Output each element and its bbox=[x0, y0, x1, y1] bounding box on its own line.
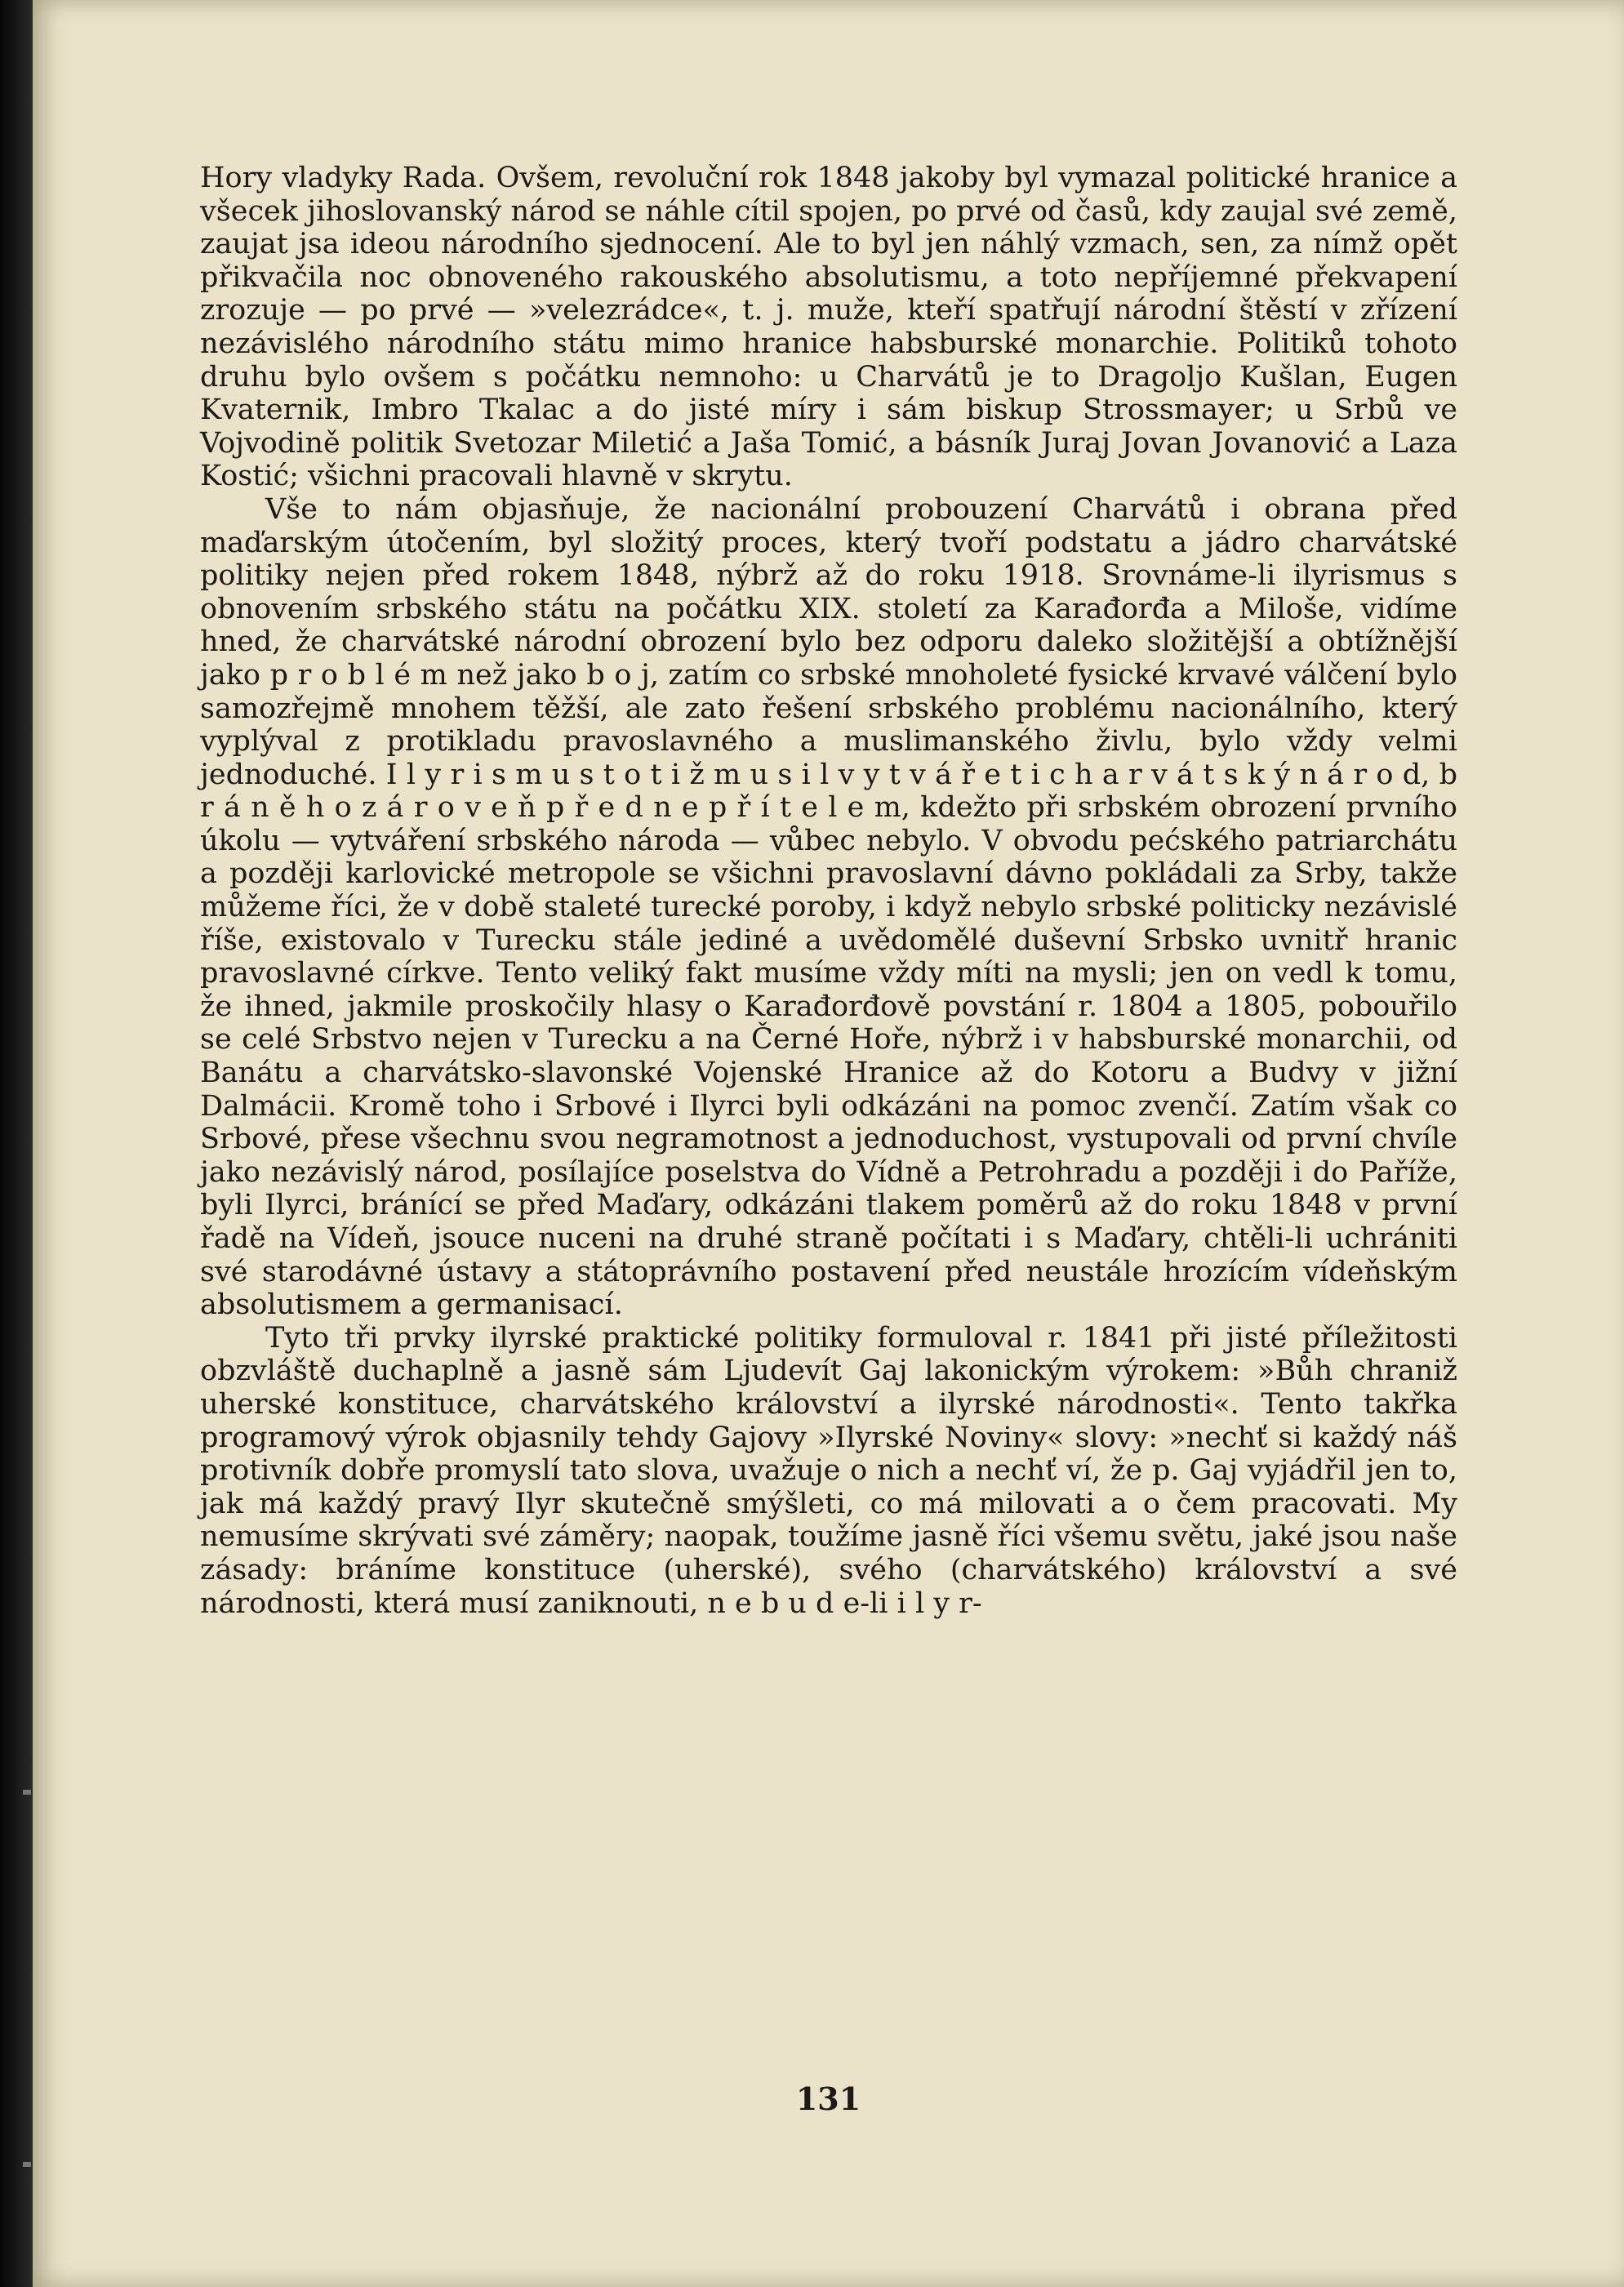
book-spine bbox=[0, 0, 33, 2287]
book-page bbox=[33, 0, 1624, 2287]
page-number: 131 bbox=[795, 2080, 861, 2117]
margin-mark bbox=[23, 1790, 31, 1795]
body-text bbox=[200, 162, 1457, 1620]
margin-mark bbox=[23, 2162, 31, 2167]
paragraph-3: Tyto tři prvky ilyrské praktické politiky formuloval r. 1841 při jisté příležitosti obzvláště duchaplně a jasně sám Ljudevít Gaj lakonickým výrokem: »Bůh chraniž uherské konstituce, charvátského království a ilyrské národnosti«. Tento takřka programový výrok objasnily tehdy Gajovy »Ilyrské Noviny« slovy: »nechť si každý náš protivník dobře promyslí tato slova, uvažuje o nich a nechť ví, že p. Gaj vyjádřil jen to, jak má každý pravý Ilyr skutečně smýšleti, co má milovati a o čem pracovati. My nemusíme skrývati své záměry; naopak, toužíme jasně říci všemu světu, jaké jsou naše zásady: bráníme konstituce (uherské), svého (charvátského) království a své národnosti, která musí zaniknouti, n e b u d e-li i l y r- bbox=[200, 1321, 1457, 1620]
paragraph-1: Hory vladyky Rada. Ovšem, revoluční rok 1848 jakoby byl vymazal politické hranice a všecek jihoslovanský národ se náhle cítil spojen, po prvé od časů, kdy zaujal své země, zaujat jsa ideou národního sjednocení. Ale to byl jen náhlý vzmach, sen, za nímž opět přikvačila noc obnoveného rakouského absolutismu, a toto nepříjemné překvapení zrozuje — po prvé — »velezrádce«, t. j. muže, kteří spatřují národní štěstí v zřízení nezávislého národního státu mimo hranice habsburské monarchie. Politiků tohoto druhu bylo ovšem s počátku nemnoho: u Charvátů je to Dragoljo Kušlan, Eugen Kvaternik, Imbro Tkalac a do jisté míry i sám biskup Strossmayer; u Srbů ve Vojvodině politik Svetozar Miletić a Jaša Tomić, a básník Juraj Jovan Jovanović a Laza Kostić; všichni pracovali hlavně v skrytu. bbox=[200, 162, 1457, 493]
paragraph-2: Vše to nám objasňuje, že nacionální probouzení Charvátů i obrana před maďarským útočením, byl složitý proces, který tvoří podstatu a jádro charvátské politiky nejen před rokem 1848, nýbrž až do roku 1918. Srovnáme-li ilyrismus s obnovením srbského státu na počátku XIX. století za Karađorđa a Miloše, vidíme hned, že charvátské národní obrození bylo bez odporu daleko složitější a obtížnější jako p r o b l é m než jako b o j, zatím co srbské mnoholeté fysické krvavé válčení bylo samozřejmě mnohem těžší, ale zato řešení srbského problému nacionálního, který vyplýval z protikladu pravoslavného a muslimanského živlu, bylo vždy velmi jednoduché. I l y r i s m u s t o t i ž m u s i l v y t v á ř e t i c h a r v á t s k ý n á r o d, b r á n ě h o z á r o v e ň p ř e d n e p ř í t e l e m, kdežto při srbském obrození prvního úkolu — vytváření srbského národa — vůbec nebylo. V obvodu pećského patriarchátu a později karlovické metropole se všichni pravoslavní dávno pokládali za Srby, takže můžeme říci, že v době staleté turecké poroby, i když nebylo srbské politicky nezávislé říše, existovalo v Turecku stále jediné a uvědomělé duševní Srbsko uvnitř hranic pravoslavné církve. Tento veliký fakt musíme vždy míti na mysli; jen on vedl k tomu, že ihned, jakmile proskočily hlasy o Karađorđově povstání r. 1804 a 1805, pobouřilo se celé Srbstvo nejen v Turecku a na Černé Hoře, nýbrž i v habsburské monarchii, od Banátu a charvátsko-slavonské Vojenské Hranice až do Kotoru a Budvy v jižní Dalmácii. Kromě toho i Srbové i Ilyrci byli odkázáni na pomoc zvenčí. Zatím však co Srbové, přese všechnu svou negramotnost a jednoduchost, vystupovali od první chvíle jako nezávislý národ, posílajíce poselstva do Vídně a Petrohradu a později i do Paříže, byli Ilyrci, bránící se před Maďary, odkázáni tlakem poměrů až do roku 1848 v první řadě na Vídeň, jsouce nuceni na druhé straně počítati i s Maďary, chtěli-li uchrániti své starodávné ústavy a státoprávního postavení před neustále hrozícím vídeňským absolutismem a germanisací. bbox=[200, 492, 1457, 1322]
